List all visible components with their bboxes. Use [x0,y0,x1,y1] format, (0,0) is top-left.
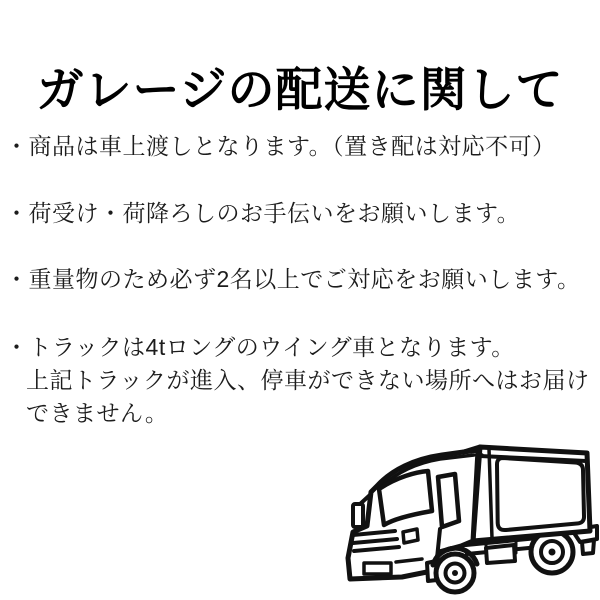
note-bullet: ・ [5,266,29,292]
page-title: ガレージの配送に関して [36,63,564,117]
note-item [5,130,556,163]
note-bullet: ・ [5,133,29,159]
note-text: 荷受け・荷降ろしのお手伝いをお願いします。 [28,200,521,226]
note-bullet: ・ [5,334,29,360]
truck-icon [340,430,600,600]
note-bullet: ・ [5,200,29,226]
note-item [5,197,520,230]
note-line [5,263,580,296]
note-line: できません。 [26,400,169,426]
note-item [5,331,590,430]
note-line [5,197,520,230]
note-line: 上記トラックが進入、停車ができない場所へはお届け [26,367,590,393]
note-text: 重量物のため必ず2名以上でご対応をお願いします。 [28,266,581,292]
note-text: トラックは4tロングのウイング車となります。 [28,334,515,360]
note-text: 商品は車上渡しとなります。（置き配は対応不可） [28,133,556,159]
note-line [5,331,590,364]
note-line [5,130,556,163]
note-item [5,263,580,296]
